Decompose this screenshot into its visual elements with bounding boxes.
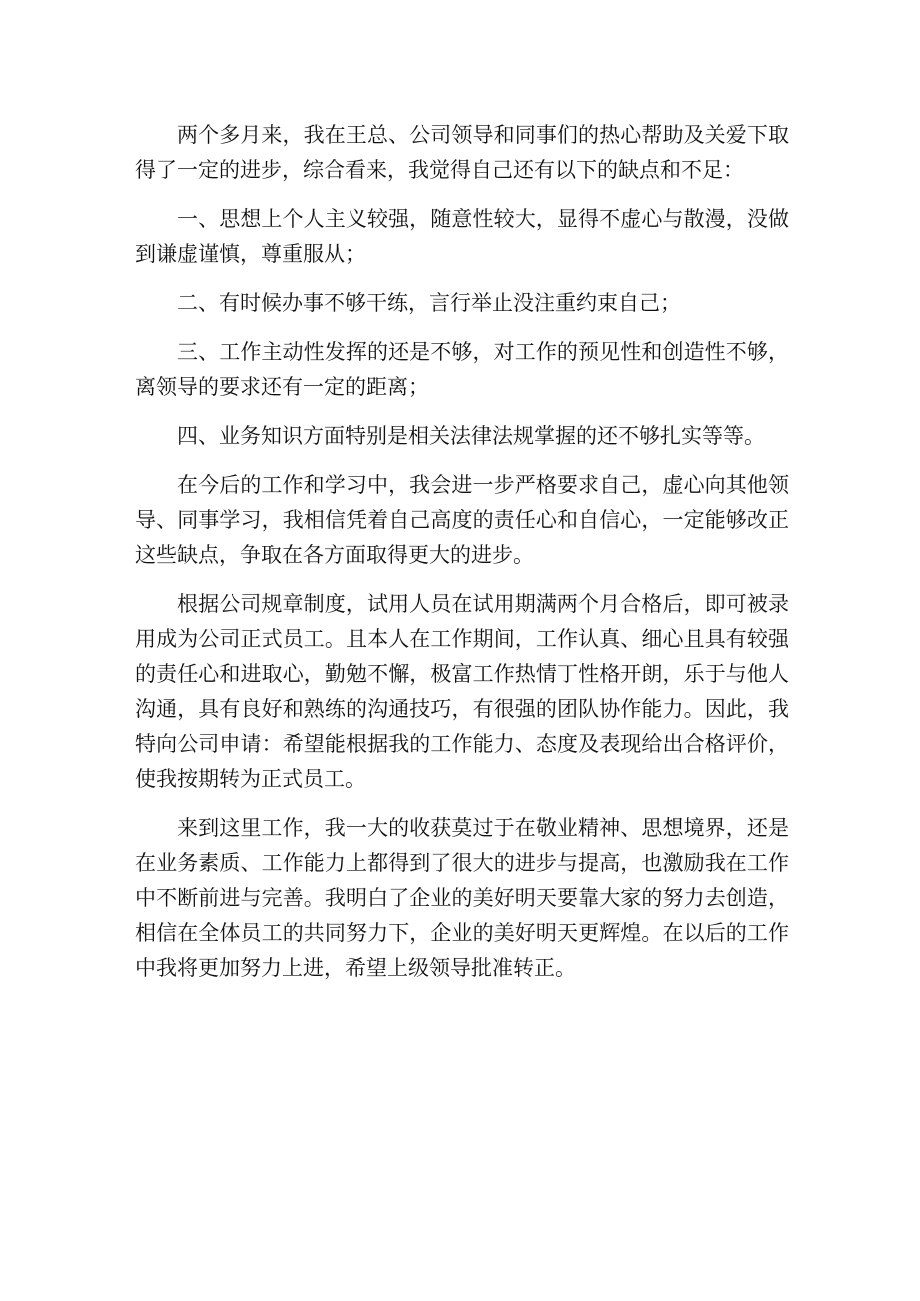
paragraph-shortcoming-4: 四、业务知识方面特别是相关法律法规掌握的还不够扎实等等。 <box>177 424 765 448</box>
paragraph-conclusion: 来到这里工作，我一大的收获莫过于在敬业精神、思想境界，还是在业务素质、工作能力上都得到了很大的进步与提高，也激励我在工作中不断前进与完善。我明白了企业的美好明天要靠大家的努力去创造，相信在全体员工的共同努力下，企业的美好明天更辉煌。在以后的工作中我将更加努力上进，希望上级领导批准转正。 <box>135 816 789 980</box>
paragraph-future-plan: 在今后的工作和学习中，我会进一步严格要求自己，虚心向其他领导、同事学习，我相信凭着自己高度的责任心和自信心，一定能够改正这些缺点，争取在各方面取得更大的进步。 <box>135 473 789 567</box>
paragraph-application-request: 根据公司规章制度，试用人员在试用期满两个月合格后，即可被录用成为公司正式员工。且本人在工作期间，工作认真、细心且具有较强的责任心和进取心，勤勉不懈，极富工作热情丁性格开朗，乐于与他人沟通，具有良好和熟练的沟通技巧，有很强的团队协作能力。因此，我特向公司申请：希望能根据我的工作能力、态度及表现给出合格评价，使我按期转为正式员工。 <box>135 592 789 791</box>
paragraph-progress-intro: 两个多月来，我在王总、公司领导和同事们的热心帮助及关爱下取得了一定的进步，综合看来，我觉得自己还有以下的缺点和不足： <box>135 123 789 182</box>
document-body <box>135 118 789 1000</box>
paragraph-shortcoming-3: 三、工作主动性发挥的还是不够，对工作的预见性和创造性不够，离领导的要求还有一定的距离； <box>135 340 789 399</box>
paragraph-shortcoming-2: 二、有时候办事不够干练，言行举止没注重约束自己； <box>177 291 681 315</box>
paragraph-shortcoming-1: 一、思想上个人主义较强，随意性较大，显得不虚心与散漫，没做到谦虚谨慎，尊重服从； <box>135 207 789 266</box>
